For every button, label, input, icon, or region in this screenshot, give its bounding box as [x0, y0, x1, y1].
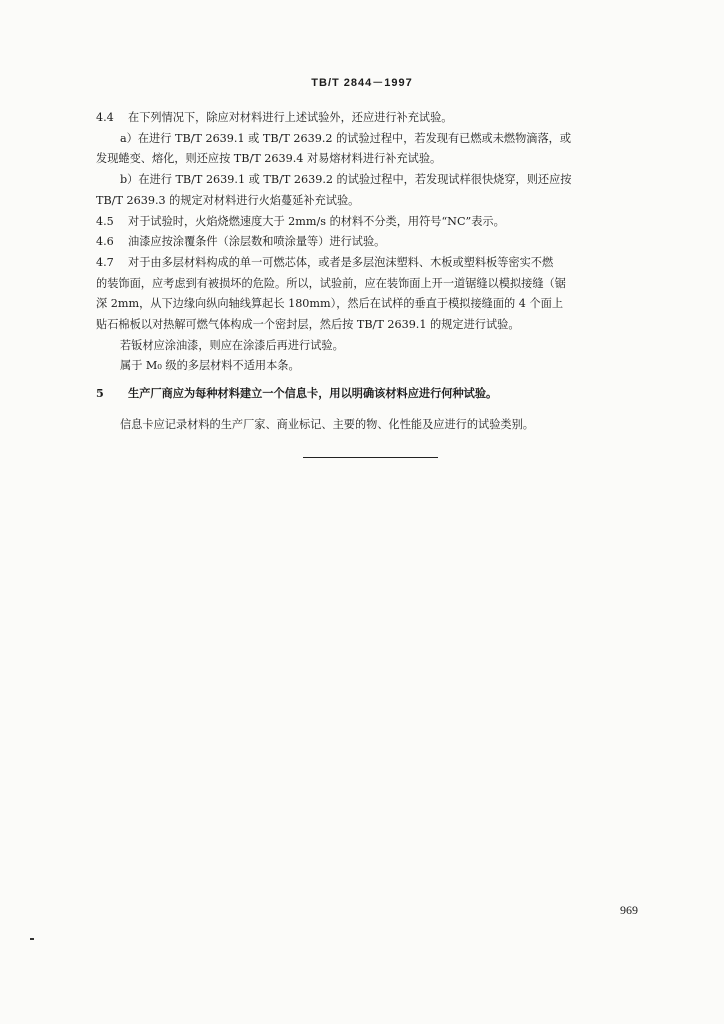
clause-text: 油漆应按涂覆条件（涂层数和喷涂量等）进行试验。 — [128, 235, 386, 249]
clause-4-7-line3: 深 2mm，从下边缘向纵向轴线算起长 180mm），然后在试样的垂直于模拟接缝面的 4 个面上 — [96, 297, 564, 311]
clause-4-7 — [96, 253, 636, 274]
end-rule — [303, 457, 438, 458]
clause-number: 4.4 — [96, 111, 114, 124]
clause-5 — [96, 383, 636, 404]
clause-4-6 — [96, 232, 636, 253]
clause-4-7-para2: 若钣材应涂油漆，则应在涂漆后再进行试验。 — [120, 338, 344, 352]
clause-4-7-line4: 贴石棉板以对热解可燃气体构成一个密封层，然后按 TB/T 2639.1 的规定进行试验。 — [96, 318, 520, 332]
clause-number: 5 — [96, 386, 104, 401]
clause-text: 对于由多层材料构成的单一可燃芯体，或者是多层泡沫塑料、木板或塑料板等密实不燃 — [128, 255, 554, 269]
clause-4-7-line2: 的装饰面，应考虑到有被损坏的危险。所以，试验前，应在装饰面上开一道锯缝以模拟接缝（锯 — [96, 276, 566, 290]
clause-number: 4.7 — [96, 255, 114, 269]
clause-4-4-b-line1: b）在进行 TB/T 2639.1 或 TB/T 2639.2 的试验过程中，若发现试样很快烧穿，则还应按 — [120, 173, 572, 187]
document-header: TB/T 2844－1997 — [311, 77, 413, 89]
clause-text: 对于试验时，火焰烧燃速度大于 2mm/s 的材料不分类，用符号“NC”表示。 — [128, 214, 505, 228]
clause-4-7-para3: 属于 M₀ 级的多层材料不适用本条。 — [120, 359, 300, 373]
clause-5-para: 信息卡应记录材料的生产厂家、商业标记、主要的物、化性能及应进行的试验类别。 — [120, 417, 534, 431]
document-body — [96, 108, 636, 436]
clause-text: 生产厂商应为每种材料建立一个信息卡，用以明确该材料应进行何种试验。 — [128, 386, 498, 401]
clause-4-5 — [96, 212, 636, 233]
clause-4-4-a-line2: 发现蜷变、熔化，则还应按 TB/T 2639.4 对易熔材料进行补充试验。 — [96, 152, 442, 166]
clause-4-4-b-line2: TB/T 2639.3 的规定对材料进行火焰蔓延补充试验。 — [96, 193, 360, 207]
clause-number: 4.5 — [96, 214, 114, 228]
clause-text: 在下列情况下，除应对材料进行上述试验外，还应进行补充试验。 — [128, 111, 453, 124]
clause-number: 4.6 — [96, 235, 114, 249]
scan-mark — [30, 938, 34, 940]
clause-4-4 — [96, 108, 636, 129]
clause-4-4-a-line1: a）在进行 TB/T 2639.1 或 TB/T 2639.2 的试验过程中，若发现有已燃或未燃物滴落，或 — [120, 131, 572, 145]
page-number: 969 — [620, 903, 638, 917]
